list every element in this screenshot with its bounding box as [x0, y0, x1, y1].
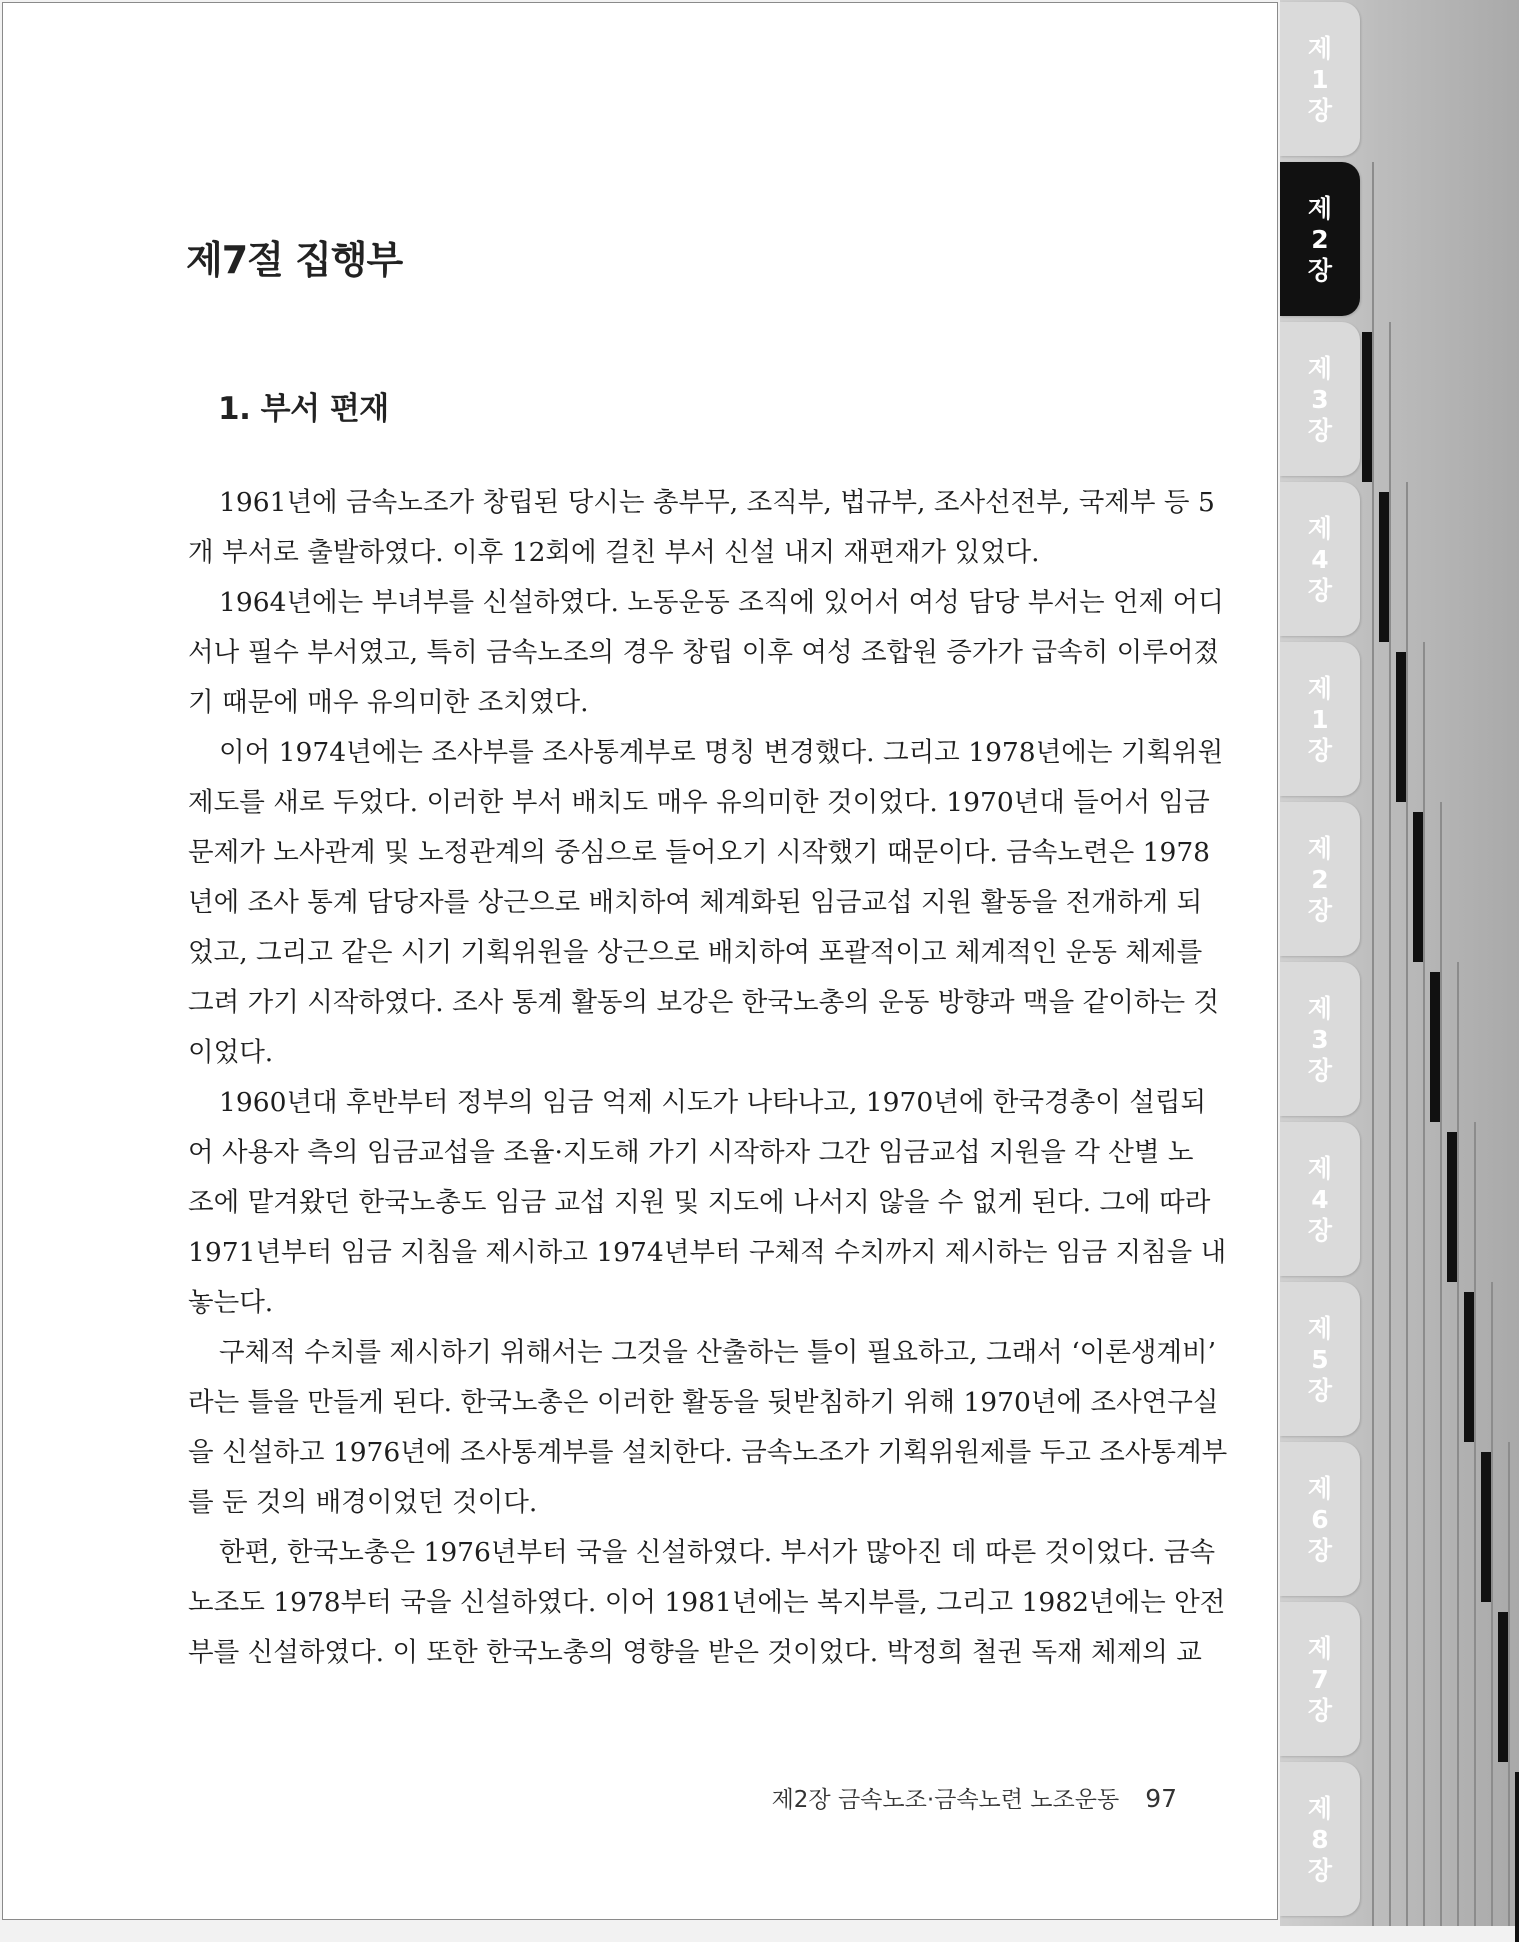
chapter-tab-label: 장 [1307, 1055, 1333, 1085]
text-line: 1964년에는 부녀부를 신설하였다. 노동운동 조직에 있어서 여성 담당 부서는 언제 어디 [219, 587, 1224, 618]
edge-mark [1515, 1772, 1519, 1942]
text-line: 를 둔 것의 배경이었던 것이다. [188, 1487, 538, 1518]
text-line: 라는 틀을 만들게 된다. 한국노총은 이러한 활동을 뒷받침하기 위해 1970년에 조사연구실 [188, 1387, 1219, 1418]
chapter-tab[interactable] [1280, 482, 1360, 636]
page-number: 97 [1145, 1784, 1177, 1813]
text-line: 노조도 1978부터 국을 신설하였다. 이어 1981년에는 복지부를, 그리고 1982년에는 안전 [188, 1587, 1226, 1618]
text-line: 한편, 한국노총은 1976년부터 국을 신설하였다. 부서가 많아진 데 따른 것이었다. 금속 [219, 1537, 1216, 1568]
chapter-tab-label: 장 [1307, 1855, 1333, 1885]
chapter-tab-label: 제 [1307, 833, 1333, 863]
chapter-tab-label: 장 [1307, 1695, 1333, 1725]
edge-line [1491, 1282, 1493, 1926]
edge-line [1372, 162, 1374, 1926]
text-line: 구체적 수치를 제시하기 위해서는 그것을 산출하는 틀이 필요하고, 그래서 ‘이론생계비’ [219, 1337, 1217, 1368]
chapter-tab[interactable] [1280, 322, 1360, 476]
chapter-tab-label: 제 [1307, 1633, 1333, 1663]
edge-line [1406, 482, 1408, 1926]
edge-line [1474, 1122, 1476, 1926]
sub-title: 1. 부서 편재 [218, 391, 389, 427]
chapter-tab-label: 제 [1307, 1153, 1333, 1183]
chapter-tab[interactable] [1280, 962, 1360, 1116]
chapter-tab-label: 1 [1311, 64, 1329, 94]
text-line: 년에 조사 통계 담당자를 상근으로 배치하여 체계화된 임금교섭 지원 활동을 전개하게 되 [188, 887, 1203, 918]
text-line: 었고, 그리고 같은 시기 기획위원을 상근으로 배치하여 포괄적이고 체계적인 운동 체제를 [188, 937, 1203, 968]
text-line: 놓는다. [188, 1287, 274, 1318]
chapter-tab-label: 제 [1307, 993, 1333, 1023]
text-line: 부를 신설하였다. 이 또한 한국노총의 영향을 받은 것이었다. 박정희 철권 독재 체제의 교 [188, 1637, 1202, 1668]
chapter-tab[interactable] [1280, 162, 1360, 316]
chapter-tab-label: 2 [1311, 224, 1329, 254]
chapter-tab-label: 장 [1307, 255, 1333, 285]
text-line: 문제가 노사관계 및 노정관계의 중심으로 들어오기 시작했기 때문이다. 금속노련은 1978 [188, 837, 1211, 868]
text-line: 서나 필수 부서였고, 특히 금속노조의 경우 창립 이후 여성 조합원 증가가 급속히 이루어졌 [188, 637, 1220, 668]
chapter-tab-label: 5 [1311, 1344, 1329, 1374]
chapter-tab-label: 2 [1311, 864, 1329, 894]
chapter-tab[interactable] [1280, 1602, 1360, 1756]
chapter-tab-label: 7 [1311, 1664, 1329, 1694]
text-line: 조에 맡겨왔던 한국노총도 임금 교섭 지원 및 지도에 나서지 않을 수 없게 된다. 그에 따라 [188, 1187, 1211, 1218]
chapter-tab-label: 3 [1311, 384, 1329, 414]
chapter-tab-label: 6 [1311, 1504, 1329, 1534]
chapter-tab-label: 장 [1307, 415, 1333, 445]
chapter-tab-label: 장 [1307, 1375, 1333, 1405]
book-page [2, 2, 1278, 1920]
body-text [188, 478, 1228, 1678]
chapter-tab-label: 8 [1311, 1824, 1329, 1854]
text-line: 어 사용자 측의 임금교섭을 조율·지도해 가기 시작하자 그간 임금교섭 지원을 각 산별 노 [188, 1137, 1194, 1168]
chapter-tab[interactable] [1280, 1122, 1360, 1276]
text-line: 1960년대 후반부터 정부의 임금 억제 시도가 나타나고, 1970년에 한국경총이 설립되 [219, 1087, 1207, 1118]
text-line: 기 때문에 매우 유의미한 조치였다. [188, 687, 589, 718]
chapter-tab-label: 제 [1307, 1313, 1333, 1343]
chapter-tab[interactable] [1280, 2, 1360, 156]
chapter-tab-label: 1 [1311, 704, 1329, 734]
text-line: 그려 가기 시작하였다. 조사 통계 활동의 보강은 한국노총의 운동 방향과 맥을 같이하는 것 [188, 987, 1220, 1018]
chapter-tab-label: 장 [1307, 1535, 1333, 1565]
text-line: 1961년에 금속노조가 창립된 당시는 총부무, 조직부, 법규부, 조사선전부, 국제부 등 5 [219, 487, 1215, 518]
chapter-tab-label: 제 [1307, 1793, 1333, 1823]
chapter-tab[interactable] [1280, 642, 1360, 796]
chapter-tab-label: 4 [1311, 544, 1329, 574]
chapter-tab-label: 장 [1307, 1215, 1333, 1245]
chapter-tab-label: 제 [1307, 513, 1333, 543]
chapter-tab-label: 제 [1307, 33, 1333, 63]
running-footer-chapter: 제2장 금속노조·금속노련 노조운동 [771, 1787, 1120, 1813]
text-line: 을 신설하고 1976년에 조사통계부를 설치한다. 금속노조가 기획위원제를 두고 조사통계부 [188, 1437, 1228, 1468]
chapter-tab[interactable] [1280, 1762, 1360, 1916]
chapter-tab-label: 장 [1307, 575, 1333, 605]
chapter-tab-label: 제 [1307, 353, 1333, 383]
page-footer [772, 1781, 1177, 1814]
edge-line [1508, 1442, 1510, 1926]
text-line: 개 부서로 출발하였다. 이후 12회에 걸친 부서 신설 내지 재편재가 있었다. [188, 537, 1040, 568]
thumb-index-edge [1280, 0, 1519, 1926]
section-title: 제7절 집행부 [186, 238, 403, 282]
edge-line [1423, 642, 1425, 1926]
chapter-tab-label: 장 [1307, 95, 1333, 125]
edge-line [1457, 962, 1459, 1926]
edge-line [1389, 322, 1391, 1926]
chapter-tab-label: 장 [1307, 895, 1333, 925]
chapter-tab[interactable] [1280, 1282, 1360, 1436]
chapter-tab[interactable] [1280, 1442, 1360, 1596]
chapter-tab-label: 제 [1307, 193, 1333, 223]
edge-line [1440, 802, 1442, 1926]
chapter-tab-label: 장 [1307, 735, 1333, 765]
text-line: 1971년부터 임금 지침을 제시하고 1974년부터 구체적 수치까지 제시하는 임금 지침을 내 [188, 1237, 1227, 1268]
chapter-tab-label: 4 [1311, 1184, 1329, 1214]
chapter-tab-label: 제 [1307, 1473, 1333, 1503]
text-line: 이어 1974년에는 조사부를 조사통계부로 명칭 변경했다. 그리고 1978년에는 기획위원 [219, 737, 1224, 768]
text-line: 이었다. [188, 1037, 274, 1068]
chapter-tab[interactable] [1280, 802, 1360, 956]
chapter-tab-label: 3 [1311, 1024, 1329, 1054]
chapter-tab-label: 제 [1307, 673, 1333, 703]
text-line: 제도를 새로 두었다. 이러한 부서 배치도 매우 유의미한 것이었다. 1970년대 들어서 임금 [188, 787, 1210, 818]
